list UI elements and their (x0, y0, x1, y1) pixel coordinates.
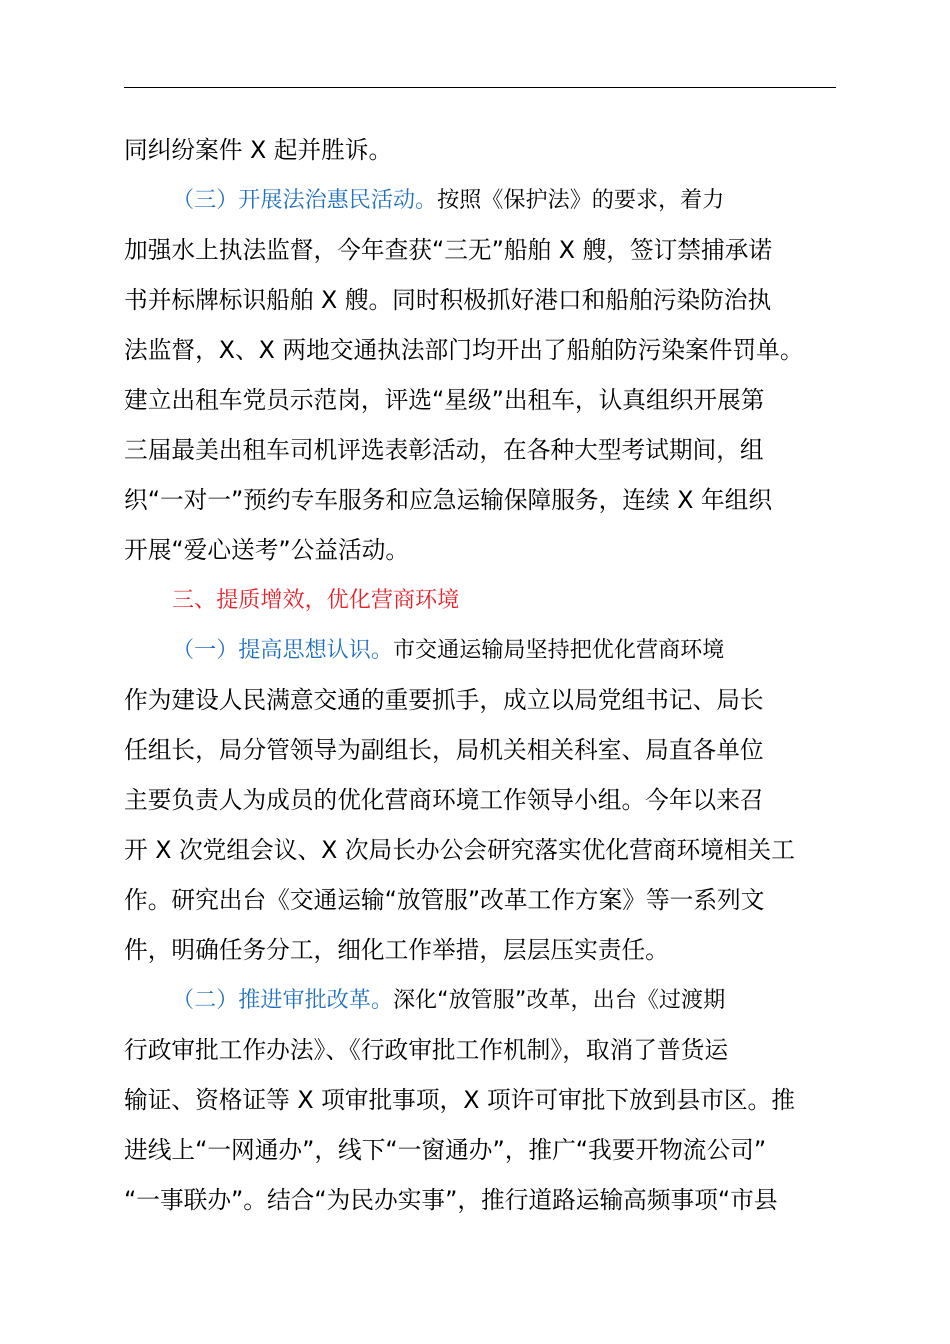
text-line (124, 925, 844, 975)
subsection-heading: （一）提高思想认识。 (172, 637, 393, 663)
body-text: 按照《保护法》的要求，着力 (437, 187, 725, 213)
body-text: 件，明确任务分工，细化工作举措，层层压实责任。 (124, 936, 669, 964)
body-text: 进线上“一网通办”，线下“一窗通办”，推广“我要开物流公司” (124, 1136, 767, 1164)
body-text: 作为建设人民满意交通的重要抓手，成立以局党组书记、局长 (124, 686, 764, 714)
body-text: 建立出租车党员示范岗，评选“星级”出租车，认真组织开展第 (124, 386, 765, 414)
body-text: “一事联办”。结合“为民办实事”，推行道路运输高频事项“市县 (124, 1186, 778, 1214)
section-heading: 三、提质增效，优化营商环境 (172, 587, 460, 613)
text-line (124, 875, 844, 925)
text-line (124, 1175, 844, 1225)
paragraph-first-line (124, 975, 892, 1025)
text-line (124, 425, 844, 475)
text-line (124, 275, 844, 325)
body-text: 同纠纷案件 X 起并胜诉。 (124, 136, 393, 164)
body-text: 书并标牌标识船舶 X 艘。同时积极抓好港口和船舶污染防治执 (124, 286, 772, 314)
text-line (124, 475, 844, 525)
body-text: 深化“放管服”改革，出台《过渡期 (392, 987, 726, 1013)
paragraph-first-line (124, 175, 892, 225)
text-line (124, 1075, 844, 1125)
body-text: 主要负责人为成员的优化营商环境工作领导小组。今年以来召 (124, 786, 764, 814)
text-line (124, 775, 844, 825)
text-line (124, 525, 844, 575)
subsection-heading: （二）推进审批改革。 (172, 987, 393, 1013)
body-text: 开展“爱心送考”公益活动。 (124, 536, 410, 564)
subsection-heading: （三）开展法治惠民活动。 (172, 187, 438, 213)
text-line (124, 225, 844, 275)
text-line (124, 1125, 844, 1175)
header-rule (124, 87, 836, 88)
paragraph-first-line (124, 625, 892, 675)
body-text: 织“一对一”预约专车服务和应急运输保障服务，连续 X 年组织 (124, 486, 773, 514)
text-line (124, 725, 844, 775)
body-text: 输证、资格证等 X 项审批事项，X 项许可审批下放到县市区。推 (124, 1086, 795, 1114)
body-text: 任组长，局分管领导为副组长，局机关相关科室、局直各单位 (124, 736, 764, 764)
text-line (124, 825, 844, 875)
body-text: 加强水上执法监督，今年查获“三无”船舶 X 艘，签订禁捕承诺 (124, 236, 773, 264)
body-text: 作。研究出台《交通运输“放管服”改革工作方案》等一系列文 (124, 886, 765, 914)
body-text: 市交通运输局坚持把优化营商环境 (392, 637, 725, 663)
paragraph-first-line (124, 575, 892, 625)
text-line (124, 125, 844, 175)
body-text: 三届最美出租车司机评选表彰活动，在各种大型考试期间，组 (124, 436, 764, 464)
text-line (124, 675, 844, 725)
body-text: 行政审批工作办法》、《行政审批工作机制》，取消了普货运 (124, 1036, 729, 1064)
body-text: 法监督，X、X 两地交通执法部门均开出了船舶防污染案件罚单。 (124, 336, 804, 364)
text-line (124, 1025, 844, 1075)
body-text: 开 X 次党组会议、X 次局长办公会研究落实优化营商环境相关工 (124, 836, 795, 864)
text-line (124, 325, 844, 375)
text-line (124, 375, 844, 425)
